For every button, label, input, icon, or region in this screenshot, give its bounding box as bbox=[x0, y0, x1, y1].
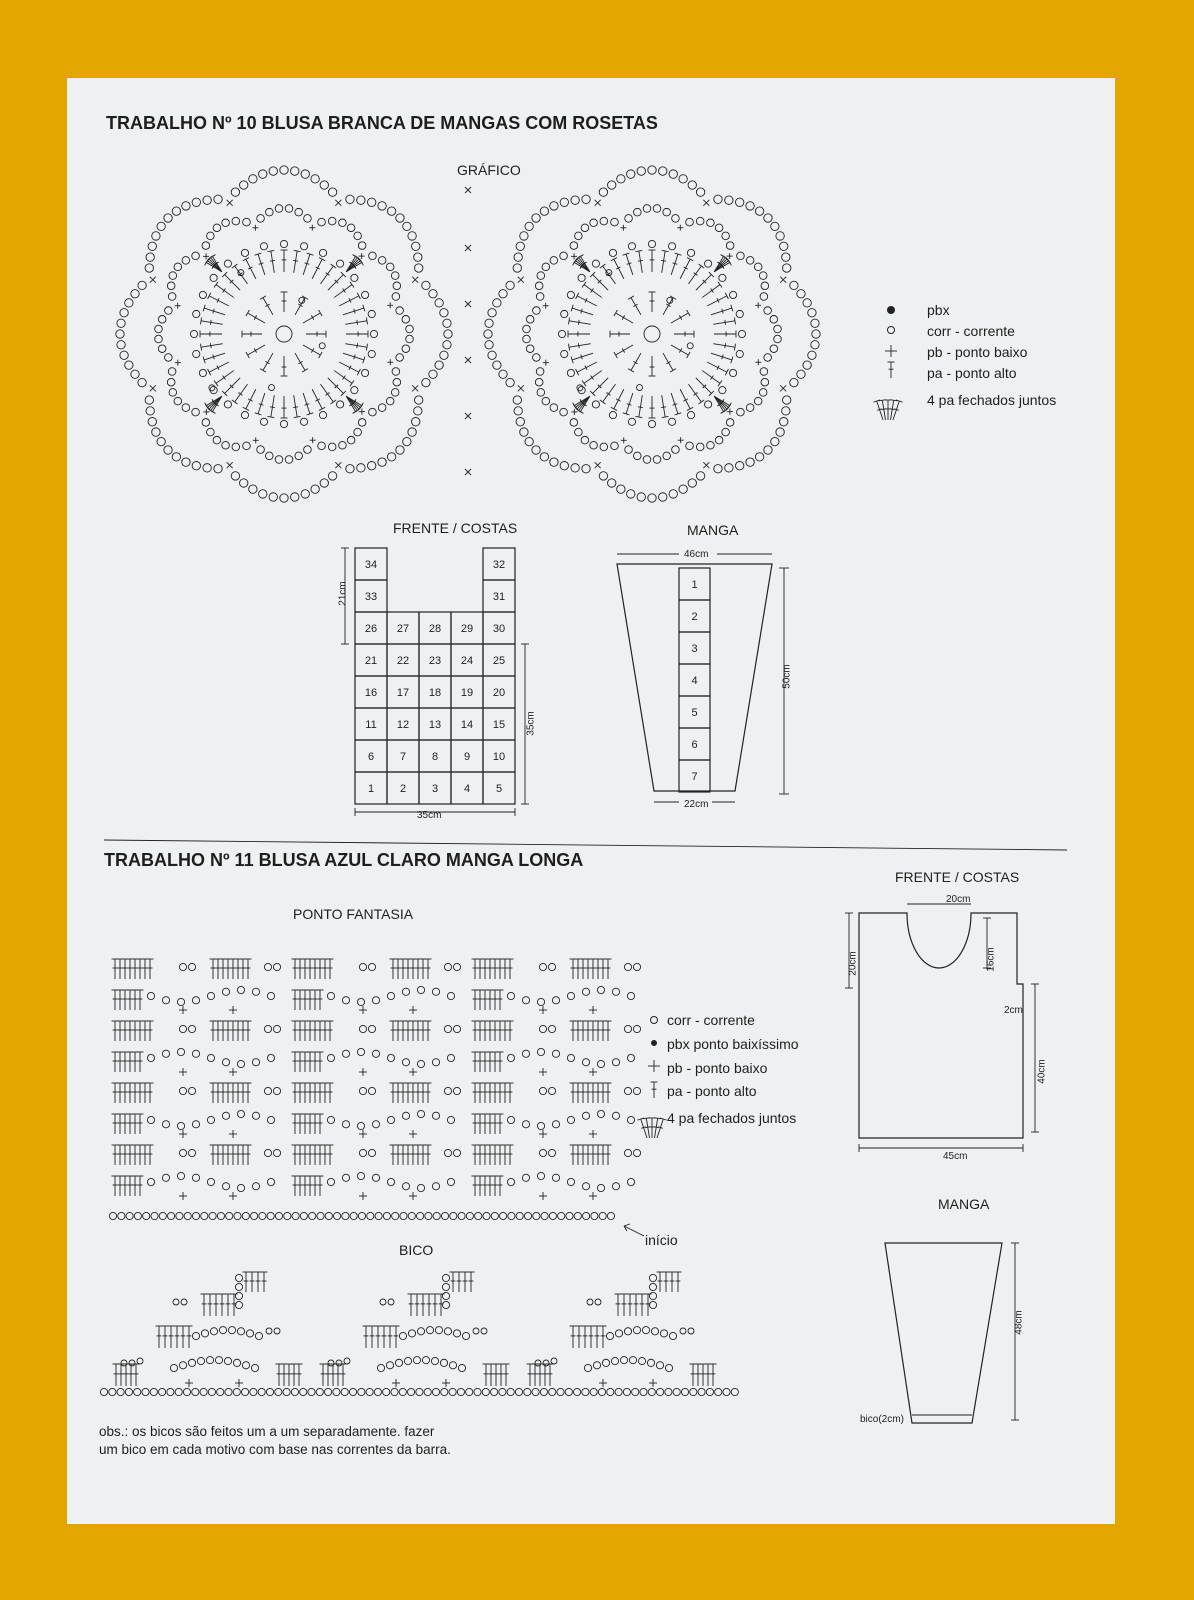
work11-legend-symbols bbox=[637, 1017, 666, 1139]
legend-pb: pb - ponto baixo bbox=[927, 344, 1028, 360]
grid-cell-number: 8 bbox=[431, 751, 439, 763]
dim-width-35: 35cm bbox=[417, 810, 442, 821]
grid-cell-number: 21 bbox=[364, 655, 378, 667]
dim-width-45: 45cm bbox=[943, 1151, 968, 1162]
dim-bico-2: bico(2cm) bbox=[860, 1414, 904, 1425]
dim-neck-width-20: 20cm bbox=[946, 894, 971, 905]
grid-cell-number: 30 bbox=[492, 623, 506, 635]
dim-neck-depth-16: 16cm bbox=[985, 947, 997, 972]
grid-cell-number: 6 bbox=[367, 751, 375, 763]
legend-pbx: pbx bbox=[927, 302, 950, 318]
manga-shape-11 bbox=[885, 1243, 1019, 1423]
legend-pa: pa - ponto alto bbox=[667, 1083, 757, 1099]
grid-cell-number: 16 bbox=[364, 687, 378, 699]
grid-cell-number: 22 bbox=[396, 655, 410, 667]
sleeve-cell-number: 5 bbox=[691, 707, 698, 719]
dim-sleeve-bottom-22: 22cm bbox=[684, 799, 709, 810]
frente-costas-shape-11 bbox=[845, 904, 1039, 1152]
pattern-drawings bbox=[67, 78, 1115, 1524]
work11-title: TRABALHO Nº 11 BLUSA AZUL CLARO MANGA LONGA bbox=[104, 850, 584, 870]
frente-costas-grid bbox=[341, 548, 529, 816]
legend-corr: corr - corrente bbox=[927, 323, 1015, 339]
legend-cluster: 4 pa fechados juntos bbox=[667, 1110, 797, 1126]
dim-shoulder-21: 21cm bbox=[337, 581, 349, 606]
manga-trapezoid bbox=[617, 554, 789, 802]
plus-icon bbox=[885, 345, 897, 357]
cluster-icon bbox=[637, 1118, 666, 1138]
grafico-label: GRÁFICO bbox=[457, 162, 521, 178]
ponto-fantasia-label: PONTO FANTASIA bbox=[293, 906, 414, 922]
grid-cell-number: 10 bbox=[492, 751, 506, 763]
grid-cell-number: 5 bbox=[495, 783, 503, 795]
manga-label: MANGA bbox=[687, 522, 739, 538]
grid-cell-number: 34 bbox=[364, 559, 378, 571]
dim-sleeve-top-46: 46cm bbox=[684, 549, 709, 560]
inicio-label: início bbox=[645, 1232, 678, 1248]
join-crosses bbox=[465, 187, 471, 475]
tall-stitch-icon bbox=[888, 362, 895, 378]
dim-sleeve-48: 48cm bbox=[1013, 1310, 1025, 1335]
sleeve-cell-number: 6 bbox=[691, 739, 698, 751]
legend-pbx: pbx ponto baixíssimo bbox=[667, 1036, 799, 1052]
work10-legend-symbols bbox=[873, 307, 902, 421]
frente-costas-label-11: FRENTE / COSTAS bbox=[895, 869, 1020, 885]
ponto-fantasia-chart bbox=[109, 959, 644, 1236]
grid-cell-number: 29 bbox=[460, 623, 474, 635]
note-line-1: obs.: os bicos são feitos um a um separadamente. fazer bbox=[99, 1424, 435, 1439]
grid-cell-number: 23 bbox=[428, 655, 442, 667]
grid-cell-number: 12 bbox=[396, 719, 410, 731]
grid-cell-number: 7 bbox=[399, 751, 407, 763]
grid-cell-number: 14 bbox=[460, 719, 474, 731]
sleeve-cell-number: 3 bbox=[691, 643, 698, 655]
sleeve-cell-number: 2 bbox=[691, 611, 698, 623]
grid-cell-number: 18 bbox=[428, 687, 442, 699]
grid-cell-number: 1 bbox=[367, 783, 375, 795]
chain-circle-icon bbox=[651, 1017, 658, 1024]
bico-chart bbox=[100, 1272, 738, 1396]
section-divider bbox=[104, 840, 1067, 850]
chain-circle-icon bbox=[888, 327, 895, 334]
dim-shoulder-20: 20cm bbox=[847, 951, 859, 976]
grid-cell-number: 3 bbox=[431, 783, 439, 795]
grid-cell-number: 13 bbox=[428, 719, 442, 731]
grid-cell-number: 15 bbox=[492, 719, 506, 731]
grid-cell-number: 9 bbox=[463, 751, 471, 763]
sleeve-cell-number: 7 bbox=[691, 771, 698, 783]
grid-cell-number: 25 bbox=[492, 655, 506, 667]
grid-cell-number: 31 bbox=[492, 591, 506, 603]
grid-cell-number: 2 bbox=[399, 783, 407, 795]
dim-sleeve-height-50: 50cm bbox=[781, 664, 793, 689]
manga-label-11: MANGA bbox=[938, 1196, 990, 1212]
grid-cell-number: 24 bbox=[460, 655, 474, 667]
grid-cell-number: 27 bbox=[396, 623, 410, 635]
cluster-icon bbox=[873, 400, 902, 420]
grid-cell-number: 32 bbox=[492, 559, 506, 571]
legend-corr: corr - corrente bbox=[667, 1012, 755, 1028]
dim-armhole-2: 2cm bbox=[1004, 1005, 1023, 1016]
grid-cell-number: 33 bbox=[364, 591, 378, 603]
grid-cell-number: 28 bbox=[428, 623, 442, 635]
grid-cell-number: 17 bbox=[396, 687, 410, 699]
bico-label: BICO bbox=[399, 1242, 434, 1258]
frente-costas-label: FRENTE / COSTAS bbox=[393, 520, 518, 536]
grid-cell-number: 19 bbox=[460, 687, 474, 699]
grid-cell-number: 20 bbox=[492, 687, 506, 699]
dot-icon bbox=[652, 1041, 657, 1046]
legend-pb: pb - ponto baixo bbox=[667, 1060, 768, 1076]
grid-cell-number: 4 bbox=[463, 783, 471, 795]
pattern-sheet bbox=[67, 78, 1115, 1524]
work10-title: TRABALHO Nº 10 BLUSA BRANCA DE MANGAS COM ROSETAS bbox=[106, 113, 658, 133]
dim-body-40: 40cm bbox=[1036, 1059, 1048, 1084]
note-line-2: um bico em cada motivo com base nas correntes da barra. bbox=[99, 1442, 451, 1457]
legend-cluster: 4 pa fechados juntos bbox=[927, 392, 1057, 408]
legend-pa: pa - ponto alto bbox=[927, 365, 1017, 381]
grid-cell-number: 11 bbox=[365, 719, 377, 731]
sleeve-cell-number: 4 bbox=[691, 675, 698, 687]
dim-body-35: 35cm bbox=[525, 711, 537, 736]
rosette-right bbox=[484, 166, 820, 502]
rosette-left bbox=[116, 166, 452, 502]
sleeve-cell-number: 1 bbox=[691, 579, 698, 591]
plus-icon bbox=[648, 1060, 660, 1072]
grid-cell-number: 26 bbox=[364, 623, 378, 635]
dot-icon bbox=[888, 307, 895, 314]
tall-stitch-icon bbox=[651, 1082, 658, 1098]
